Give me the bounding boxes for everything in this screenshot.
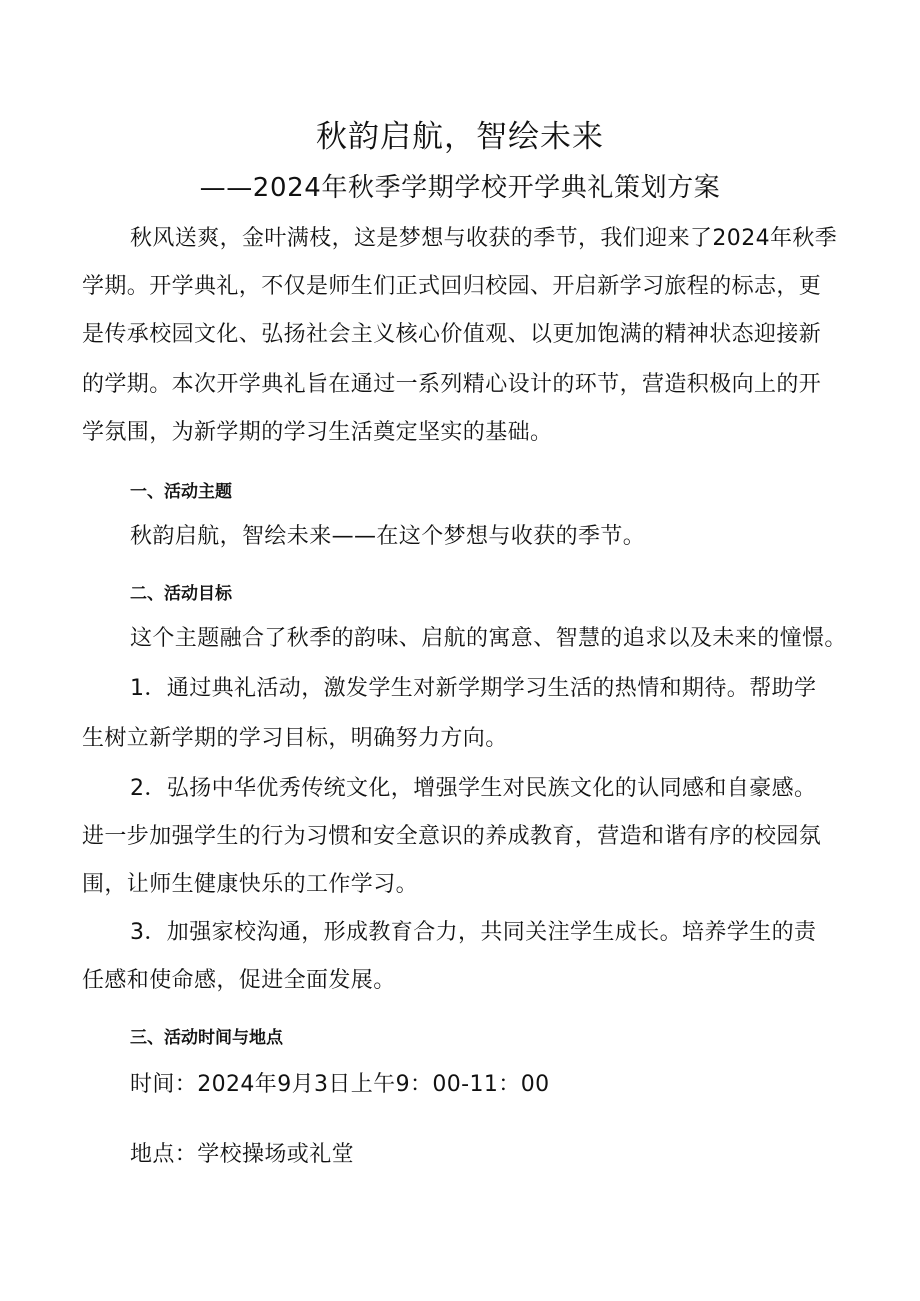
- intro-line: 学期。开学典礼，不仅是师生们正式回归校园、开启新学习旅程的标志，更: [82, 274, 822, 299]
- goal-item-1-cont: 生树立新学期的学习目标，明确努力方向。: [82, 726, 508, 751]
- section-heading-time-place: 三、活动时间与地点: [130, 1028, 283, 1048]
- document-title: 秋韵启航，智绘未来: [316, 119, 604, 155]
- goal-item-2-cont: 进一步加强学生的行为习惯和安全意识的养成教育，营造和谐有序的校园氛: [82, 824, 822, 849]
- goals-intro: 这个主题融合了秋季的韵味、启航的寓意、智慧的追求以及未来的憧憬。: [130, 626, 847, 651]
- goal-item-2: 2．弘扬中华优秀传统文化，增强学生对民族文化的认同感和自豪感。: [130, 776, 817, 801]
- goal-item-3-cont: 任感和使命感，促进全面发展。: [82, 968, 396, 993]
- section-heading-goals: 二、活动目标: [130, 584, 232, 604]
- goal-item-1: 1．通过典礼活动，激发学生对新学期学习生活的热情和期待。帮助学: [130, 676, 817, 701]
- document-subtitle: ——2024年秋季学期学校开学典礼策划方案: [199, 173, 721, 203]
- section-heading-theme: 一、活动主题: [130, 482, 232, 502]
- goal-item-2-cont: 围，让师生健康快乐的工作学习。: [82, 872, 419, 897]
- goal-item-3: 3．加强家校沟通，形成教育合力，共同关注学生成长。培养学生的责: [130, 920, 817, 945]
- intro-line: 秋风送爽，金叶满枝，这是梦想与收获的季节，我们迎来了2024年秋季: [130, 226, 838, 251]
- theme-text: 秋韵启航，智绘未来——在这个梦想与收获的季节。: [130, 524, 646, 549]
- intro-line: 的学期。本次开学典礼旨在通过一系列精心设计的环节，营造积极向上的开: [82, 372, 822, 397]
- intro-line: 学氛围，为新学期的学习生活奠定坚实的基础。: [82, 420, 553, 445]
- intro-line: 是传承校园文化、弘扬社会主义核心价值观、以更加饱满的精神状态迎接新: [82, 322, 822, 347]
- event-time: 时间：2024年9月3日上午9：00-11：00: [130, 1072, 550, 1097]
- event-place: 地点：学校操场或礼堂: [130, 1142, 355, 1167]
